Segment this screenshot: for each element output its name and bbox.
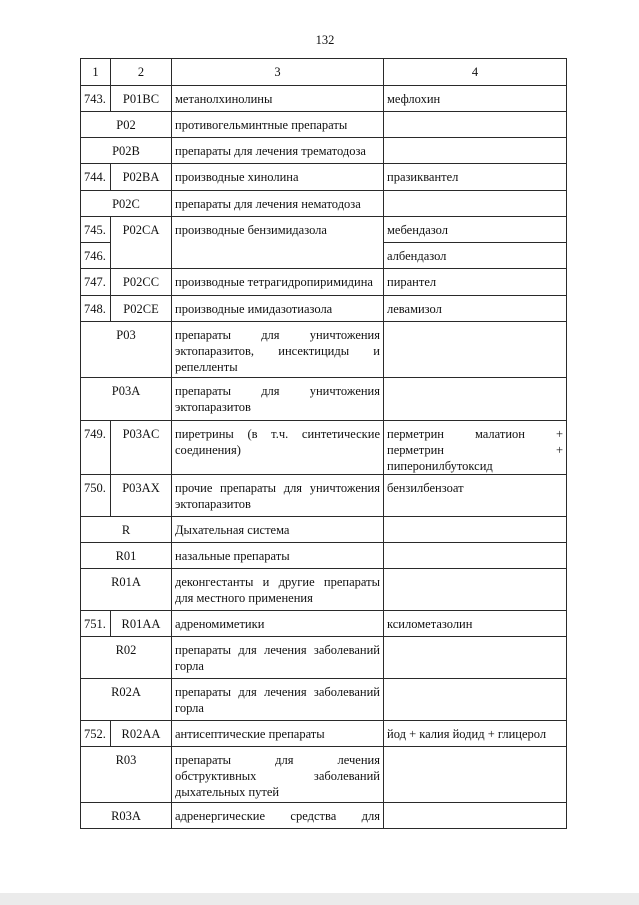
table-row (81, 611, 567, 637)
group-name: препараты для лечения заболеваний горла (172, 679, 384, 721)
drug-name: празиквантел (384, 164, 567, 191)
table-row (81, 517, 567, 543)
table-row (81, 421, 567, 475)
atc-code: P03AX (111, 475, 172, 517)
group-name: препараты для лечения обструктивных заболеваний дыхательных путей (172, 747, 384, 803)
drug-name (384, 517, 567, 543)
table-row (81, 164, 567, 191)
column-header: 4 (384, 59, 567, 86)
drug-name: бензилбензоат (384, 475, 567, 517)
table-row (81, 543, 567, 569)
table-row (81, 138, 567, 164)
column-header: 3 (172, 59, 384, 86)
drug-name: мебендазол (384, 217, 567, 243)
group-name: препараты для лечения нематодоза (172, 191, 384, 217)
atc-code: R02A (81, 679, 172, 721)
drug-name (384, 138, 567, 164)
group-name: назальные препараты (172, 543, 384, 569)
group-name: препараты для лечения заболеваний горла (172, 637, 384, 679)
table-row (81, 679, 567, 721)
drug-name: албендазол (384, 243, 567, 269)
row-number: 752. (81, 721, 111, 747)
row-number: 747. (81, 269, 111, 296)
atc-code: P02BA (111, 164, 172, 191)
row-number: 743. (81, 86, 111, 112)
drug-name (384, 679, 567, 721)
group-name: препараты для уничтожения эктопаразитов (172, 378, 384, 421)
drug-name: перметрин малатион + перметрин + пиперонилбутоксид (384, 421, 567, 475)
table-row (81, 296, 567, 322)
row-number: 749. (81, 421, 111, 475)
group-name: деконгестанты и другие препараты для местного применения (172, 569, 384, 611)
column-header: 2 (111, 59, 172, 86)
drug-name (384, 543, 567, 569)
drug-name: левамизол (384, 296, 567, 322)
drug-name (384, 569, 567, 611)
group-name: адреномиметики (172, 611, 384, 637)
atc-code: P02B (81, 138, 172, 164)
group-name: Дыхательная система (172, 517, 384, 543)
atc-code: P03AC (111, 421, 172, 475)
group-name: препараты для уничтожения эктопаразитов, инсектициды и репелленты (172, 322, 384, 378)
drug-name (384, 637, 567, 679)
table-row (81, 569, 567, 611)
group-name: адренергические средства для (172, 803, 384, 829)
atc-code: P02CA (111, 217, 172, 269)
atc-code: R03 (81, 747, 172, 803)
drug-name (384, 191, 567, 217)
atc-code: R02AA (111, 721, 172, 747)
drug-name (384, 378, 567, 421)
atc-code: R (81, 517, 172, 543)
table-row (81, 747, 567, 803)
drug-name (384, 112, 567, 138)
row-number: 751. (81, 611, 111, 637)
drug-name (384, 803, 567, 829)
atc-code: R02 (81, 637, 172, 679)
group-name: антисептические препараты (172, 721, 384, 747)
table-row (81, 217, 567, 243)
drug-name: йод + калия йодид + глицерол (384, 721, 567, 747)
atc-code: P02C (81, 191, 172, 217)
atc-code: R01A (81, 569, 172, 611)
atc-code: P02CE (111, 296, 172, 322)
atc-code: P02CC (111, 269, 172, 296)
row-number: 744. (81, 164, 111, 191)
atc-code: R01 (81, 543, 172, 569)
drug-name (384, 747, 567, 803)
group-name: производные хинолина (172, 164, 384, 191)
atc-code: R03A (81, 803, 172, 829)
atc-code: P03 (81, 322, 172, 378)
atc-code: P01BC (111, 86, 172, 112)
group-name: метанолхинолины (172, 86, 384, 112)
row-number: 750. (81, 475, 111, 517)
table-row (81, 112, 567, 138)
group-name: прочие препараты для уничтожения эктопаразитов (172, 475, 384, 517)
scan-edge-strip (0, 893, 639, 905)
page-number: 132 (315, 33, 335, 47)
table-row (81, 269, 567, 296)
group-name: препараты для лечения трематодоза (172, 138, 384, 164)
atc-code: P02 (81, 112, 172, 138)
table-row (81, 191, 567, 217)
group-name: пиретрины (в т.ч. синтетические соединения) (172, 421, 384, 475)
group-name: производные тетрагидропиримидина (172, 269, 384, 296)
table-row (81, 322, 567, 378)
atc-code: R01AA (111, 611, 172, 637)
table-row (81, 475, 567, 517)
table-row (81, 378, 567, 421)
table-row (81, 637, 567, 679)
drug-name: мефлохин (384, 86, 567, 112)
table-row (81, 803, 567, 829)
row-number: 748. (81, 296, 111, 322)
drug-name: пирантел (384, 269, 567, 296)
row-number: 745. (81, 217, 111, 243)
drug-name (384, 322, 567, 378)
table-row (81, 721, 567, 747)
drug-name: ксилометазолин (384, 611, 567, 637)
column-header: 1 (81, 59, 111, 86)
group-name: производные имидазотиазола (172, 296, 384, 322)
group-name: производные бензимидазола (172, 217, 384, 269)
atc-code: P03A (81, 378, 172, 421)
table-header-row (81, 59, 567, 86)
row-number: 746. (81, 243, 111, 269)
table-row (81, 86, 567, 112)
atc-drug-table (80, 58, 567, 829)
group-name: противогельминтные препараты (172, 112, 384, 138)
